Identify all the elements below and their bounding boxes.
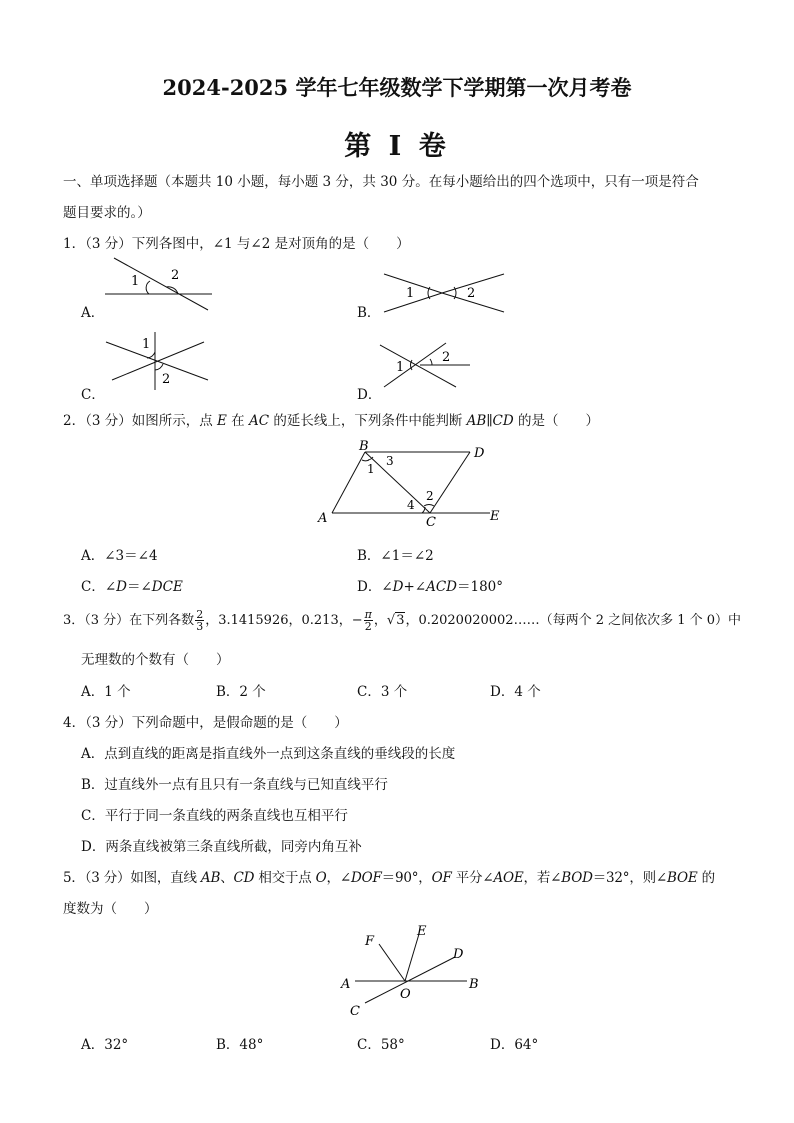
q5-label-f: F xyxy=(365,934,375,949)
q5-ray-oe xyxy=(405,934,419,981)
q4-option-b[interactable]: B．过直线外一点有且只有一条直线与已知直线平行 xyxy=(81,777,388,793)
q5-stem-text: ，若∠ xyxy=(523,870,562,886)
q2-label-b: B xyxy=(359,439,369,454)
q1-option-d[interactable]: D． xyxy=(357,387,382,403)
q2-stem-text: 2．（3 分）如图所示，点 xyxy=(63,413,218,429)
q1c-angle2-arc xyxy=(155,364,163,370)
q3-stem-line2: 无理数的个数有（ ） xyxy=(81,652,230,668)
q2-figure xyxy=(310,436,510,528)
q1-stem: 1．（3 分）下列各图中，∠1 与∠2 是对顶角的是（ ） xyxy=(63,236,410,252)
q4-option-c[interactable]: C．平行于同一条直线的两条直线也互相平行 xyxy=(81,808,348,824)
q1-option-c[interactable]: C． xyxy=(81,387,105,403)
q5-label-c: C xyxy=(350,1004,360,1019)
q2-angle1-arc xyxy=(362,460,369,461)
q5-stem xyxy=(63,866,715,886)
q3-numbers: ， xyxy=(373,613,387,628)
q2-option-c-text: ＝∠ xyxy=(126,579,152,595)
q3-radicand: 3 xyxy=(396,613,405,628)
q2-line-dc xyxy=(430,452,470,513)
q3-option-c[interactable]: C．3 个 xyxy=(357,684,408,700)
q2-label-2: 2 xyxy=(426,489,434,503)
q3-repeating-decimal: 213 xyxy=(313,613,339,628)
q5-stem-text: 5．（3 分）如图，直线 xyxy=(63,870,201,886)
q2-label-3: 3 xyxy=(386,454,394,468)
q2-line-bc xyxy=(365,452,430,513)
q2-point-e: E xyxy=(217,413,227,429)
q5-label-b: B xyxy=(469,977,479,992)
q3-stem-text: 3．（3 分）在下列各数 xyxy=(63,613,195,628)
q2-option-d[interactable] xyxy=(357,575,503,595)
q2-line-ac: AC xyxy=(248,413,270,429)
section-heading: 第 I 卷 xyxy=(344,131,450,162)
q2-angle2-arc xyxy=(424,504,434,506)
q1d-angle2-arc xyxy=(430,359,432,365)
q3-option-d[interactable]: D．4 个 xyxy=(490,684,541,700)
q1a-label-1: 1 xyxy=(131,274,140,289)
q2-angle4-arc xyxy=(422,507,425,513)
q2-stem-text: 的是（ ） xyxy=(513,413,600,429)
q5-stem-line2: 度数为（ ） xyxy=(63,901,158,917)
q5-figure xyxy=(335,922,485,1022)
q2-option-c-dce: DCE xyxy=(151,579,183,595)
q3-numbers: ，3.1415926，0. xyxy=(205,613,314,628)
q3-stem xyxy=(63,607,741,635)
q1c-label-2: 2 xyxy=(162,372,171,387)
q5-angle-aoe: AOE xyxy=(493,870,524,886)
q4-option-d[interactable]: D．两条直线被第三条直线所截，同旁内角互补 xyxy=(81,839,362,855)
section-instruction-line1: 一、单项选择题（本题共 10 小题，每小题 3 分，共 30 分。在每小题给出的四个选项中，只有一项是符合 xyxy=(63,174,699,190)
q2-label-c: C xyxy=(426,515,436,528)
q1c-label-1: 1 xyxy=(142,337,151,352)
q5-line-cd: CD xyxy=(233,870,255,886)
q2-option-a[interactable]: A．∠3＝∠4 xyxy=(81,548,158,564)
fraction-denominator: 3 xyxy=(196,620,204,633)
q3-fraction-two-thirds xyxy=(195,609,204,632)
q5-option-d[interactable]: D．64° xyxy=(490,1037,539,1053)
q5-stem-text: ，∠ xyxy=(326,870,351,886)
q1-figure-a xyxy=(100,253,220,315)
q5-label-o: O xyxy=(400,987,411,1002)
q1-option-b[interactable]: B． xyxy=(357,305,381,321)
q5-stem-text: ＝32°，则∠ xyxy=(592,870,668,886)
q3-fraction-pi-half xyxy=(364,609,373,632)
q5-angle-boe: BOE xyxy=(667,870,698,886)
q5-stem-text: 平分∠ xyxy=(451,870,494,886)
q5-label-a: A xyxy=(341,977,351,992)
q1-figure-b xyxy=(378,268,518,318)
q5-option-a[interactable]: A．32° xyxy=(81,1037,129,1053)
q2-label-e: E xyxy=(490,509,500,524)
q1c-line-2 xyxy=(112,342,204,380)
q5-option-c[interactable]: C．58° xyxy=(357,1037,405,1053)
sqrt-icon: √ xyxy=(386,613,396,628)
q2-label-a: A xyxy=(318,511,328,526)
q2-option-d-text: ＝180° xyxy=(457,579,504,595)
section-instruction-line2: 题目要求的。） xyxy=(63,205,151,221)
q2-option-c[interactable] xyxy=(81,575,183,595)
q1d-label-2: 2 xyxy=(442,350,451,365)
document-title: 2024-2025 学年七年级数学下学期第一次月考卷 xyxy=(162,75,632,100)
q5-line-ab: AB xyxy=(200,870,221,886)
q2-label-1: 1 xyxy=(367,462,375,476)
q2-label-4: 4 xyxy=(407,498,415,512)
q5-point-o: O xyxy=(315,870,327,886)
q1a-label-2: 2 xyxy=(171,268,180,283)
q5-stem-text: ＝90°， xyxy=(381,870,432,886)
q1-figure-d xyxy=(376,335,480,393)
q2-line-ab xyxy=(332,452,365,513)
q4-option-a[interactable]: A．点到直线的距离是指直线外一点到这条直线的垂线段的长度 xyxy=(81,746,456,762)
q3-option-a[interactable]: A．1 个 xyxy=(81,684,131,700)
fraction-numerator: π xyxy=(364,608,372,621)
q5-stem-text: 相交于点 xyxy=(254,870,316,886)
q5-angle-bod: BOD xyxy=(561,870,593,886)
q5-ray-of: OF xyxy=(431,870,452,886)
q5-label-d: D xyxy=(453,947,464,962)
q5-ray-of xyxy=(379,944,405,981)
q5-label-e: E xyxy=(417,924,427,939)
q2-parallel-condition: AB∥CD xyxy=(466,413,514,429)
q2-option-d-d: D xyxy=(392,579,404,595)
q1a-angle1-arc xyxy=(146,281,150,294)
q4-stem: 4．（3 分）下列命题中，是假命题的是（ ） xyxy=(63,715,348,731)
q5-stem-text: 、 xyxy=(220,870,234,886)
q5-angle-dof: DOF xyxy=(350,870,382,886)
q5-option-b[interactable]: B．48° xyxy=(216,1037,264,1053)
q3-numbers: ，− xyxy=(338,613,363,628)
q1d-label-1: 1 xyxy=(396,360,405,375)
q2-option-c-d: D xyxy=(116,579,127,595)
q2-stem-text: 在 xyxy=(226,413,249,429)
q3-numbers: ，0.2020020002……（每两个 2 之间依次多 1 个 0）中 xyxy=(405,613,742,628)
q2-option-d-text: D．∠ xyxy=(357,579,393,595)
q2-label-d: D xyxy=(474,446,485,461)
q1c-angle1-arc xyxy=(147,352,155,358)
q1-figure-c xyxy=(100,330,220,392)
q2-option-d-text: +∠ xyxy=(403,579,427,595)
q1b-label-1: 1 xyxy=(406,286,415,301)
q5-stem-text: 的 xyxy=(697,870,715,886)
fraction-numerator: 2 xyxy=(196,608,204,621)
fraction-denominator: 2 xyxy=(364,620,372,633)
q2-option-c-text: C．∠ xyxy=(81,579,117,595)
q2-option-d-acd: ACD xyxy=(426,579,457,595)
q2-stem-text: 的延长线上，下列条件中能判断 xyxy=(269,413,467,429)
q1d-angle1-arc xyxy=(410,360,412,370)
q2-option-b[interactable]: B．∠1＝∠2 xyxy=(357,548,434,564)
q3-option-b[interactable]: B．2 个 xyxy=(216,684,266,700)
q1a-slant-line xyxy=(114,258,208,310)
q1-option-a[interactable]: A． xyxy=(81,305,105,321)
q2-stem xyxy=(63,409,599,429)
q1b-label-2: 2 xyxy=(467,286,476,301)
